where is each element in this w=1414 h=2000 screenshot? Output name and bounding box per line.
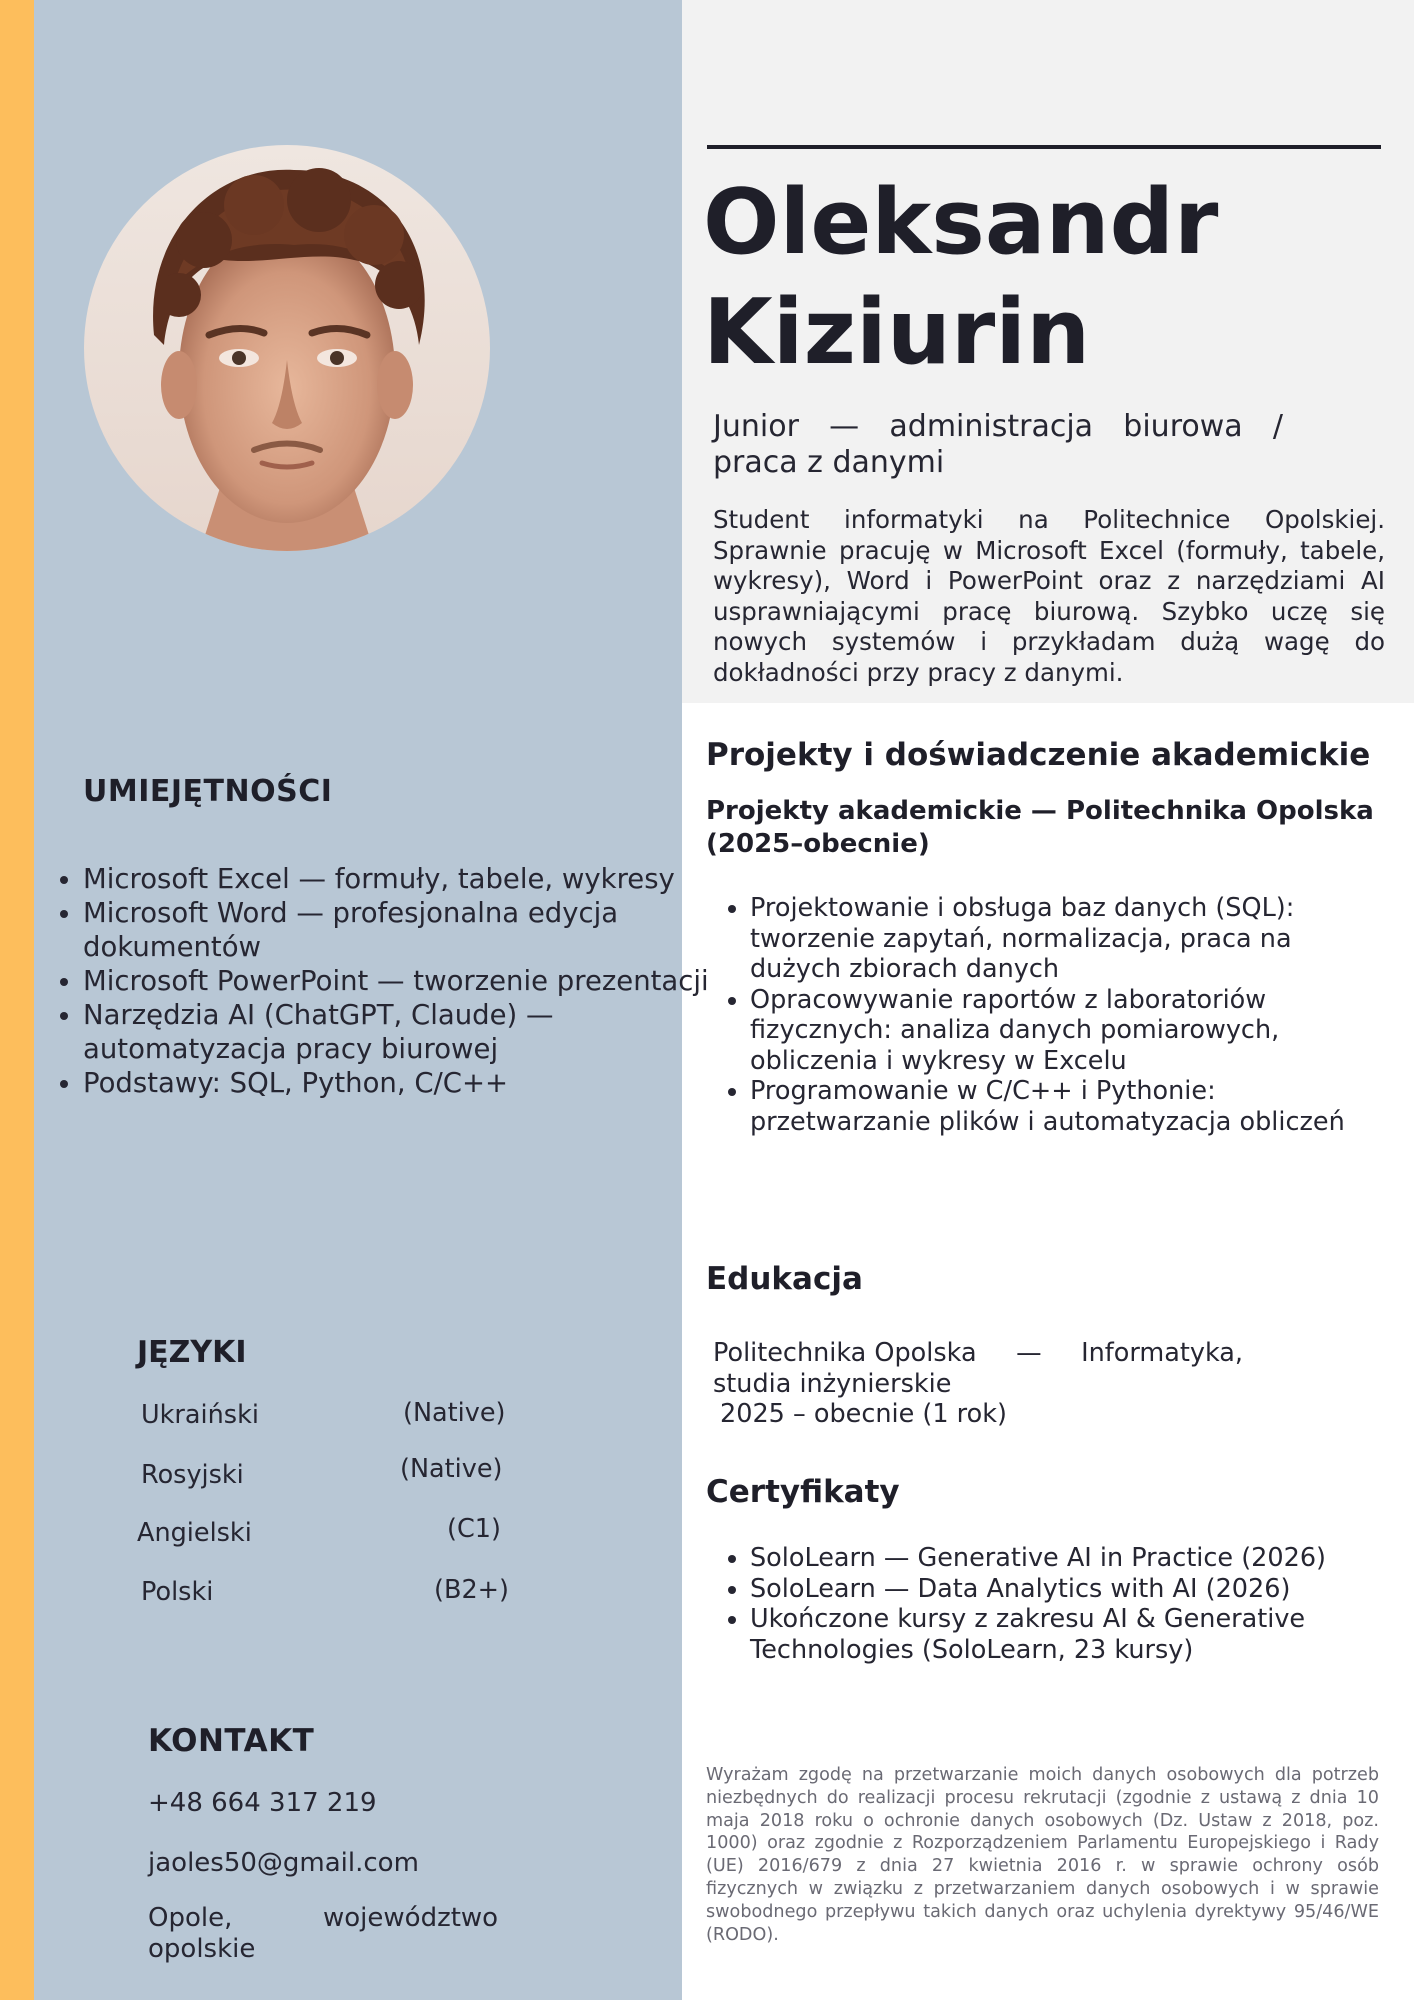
language-level: (Native) [400,1454,503,1484]
education-school: Politechnika Opolska [713,1338,977,1368]
certificates-list [706,1543,1414,1665]
education-school-line [713,1338,1243,1369]
profile-summary: Student informatyki na Politechnice Opolskiej. Sprawnie pracuję w Microsoft Excel (formuły, tabele, wykresy), Word i PowerPoint oraz z narzędziami AI usprawniającymi pracę biurową. Szybko uczę się nowych systemów i przykładam dużą wagę do dokładności przy pracy z danymi. [713,505,1385,687]
education-heading: Edukacja [706,1261,863,1297]
last-name: Kiziurin [703,280,1091,385]
language-level: (C1) [447,1514,501,1544]
projects-list [706,893,1390,1137]
skill-item: • Podstawy: SQL, Python, C/C++ [83,1066,723,1100]
email-address[interactable]: jaoles50@gmail.com [148,1848,419,1878]
contact-heading: KONTAKT [148,1723,315,1759]
gdpr-consent: Wyrażam zgodę na przetwarzanie moich danych osobowych dla potrzeb niezbędnych do realizacji procesu rekrutacji (zgodnie z ustawą z dnia 10 maja 2018 roku o ochronie danych osobowych (Dz. Ustaw z 2018, poz. 1000) oraz zgodnie z Rozporządzeniem Parlamentu Europejskiego i Rady (UE) 2016/679 z dnia 27 kwietnia 2016 r. w sprawie ochrony osób fizycznych w związku z przetwarzaniem danych osobowych i w sprawie swobodnego przepływu takich danych oraz uchylenia dyrektywy 95/46/WE (RODO). [706,1765,1379,1945]
phone-number[interactable]: +48 664 317 219 [148,1788,377,1818]
language-name: Angielski [137,1518,252,1548]
skill-item: • Microsoft Word — profesjonalna edycja dokumentów [83,896,723,964]
skills-list [40,862,723,1100]
language-name: Rosyjski [141,1460,244,1490]
skills-heading: UMIEJĘTNOŚCI [83,774,333,809]
project-item: • Programowanie w C/C++ i Pythonie: przetwarzanie plików i automatyzacja obliczeń [750,1076,1390,1137]
education-period: 2025 – obecnie (1 rok) [720,1399,1007,1429]
header-rule [707,145,1381,149]
skill-item: • Microsoft Excel — formuły, tabele, wykresy [83,862,723,896]
projects-subheading: Projekty akademickie — Politechnika Opolska (2025–obecnie) [706,796,1374,859]
first-name: Oleksandr [703,170,1219,275]
languages-heading: JĘZYKI [137,1335,247,1370]
location-region-name: opolskie [148,1934,256,1964]
project-item: • Opracowywanie raportów z laboratoriów fizycznych: analiza danych pomiarowych, obliczenia i wykresy w Excelu [750,985,1390,1077]
project-item: • Projektowanie i obsługa baz danych (SQL): tworzenie zapytań, normalizacja, praca na dużych zbiorach danych [750,893,1390,985]
education-entry [713,1338,1243,1430]
skill-item: • Narzędzia AI (ChatGPT, Claude) — automatyzacja pracy biurowej [83,998,723,1066]
education-degree: studia inżynierskie [713,1368,952,1399]
accent-strip [0,0,34,2000]
education-dash: — [1016,1338,1042,1368]
certificate-item: • SoloLearn — Data Analytics with AI (2026) [750,1574,1414,1605]
language-name: Ukraiński [141,1400,259,1430]
language-name: Polski [141,1577,214,1607]
certificate-item: • Ukończone kursy z zakresu AI & Generative Technologies (SoloLearn, 23 kursy) [750,1604,1414,1665]
language-level: (Native) [403,1398,506,1428]
language-level: (B2+) [434,1575,509,1605]
skill-item: • Microsoft PowerPoint — tworzenie prezentacji [83,964,723,998]
profile-photo [84,145,490,551]
certificate-item: • SoloLearn — Generative AI in Practice (2026) [750,1543,1414,1574]
certificates-heading: Certyfikaty [706,1474,900,1510]
job-title: Junior — administracja biurowa / praca z danymi [713,409,1283,480]
projects-heading: Projekty i doświadczenie akademickie [706,737,1371,773]
location-city: Opole, [148,1903,233,1933]
education-field: Informatyka, [1081,1338,1243,1368]
location-region: województwo [323,1903,499,1933]
full-name [703,168,1393,388]
